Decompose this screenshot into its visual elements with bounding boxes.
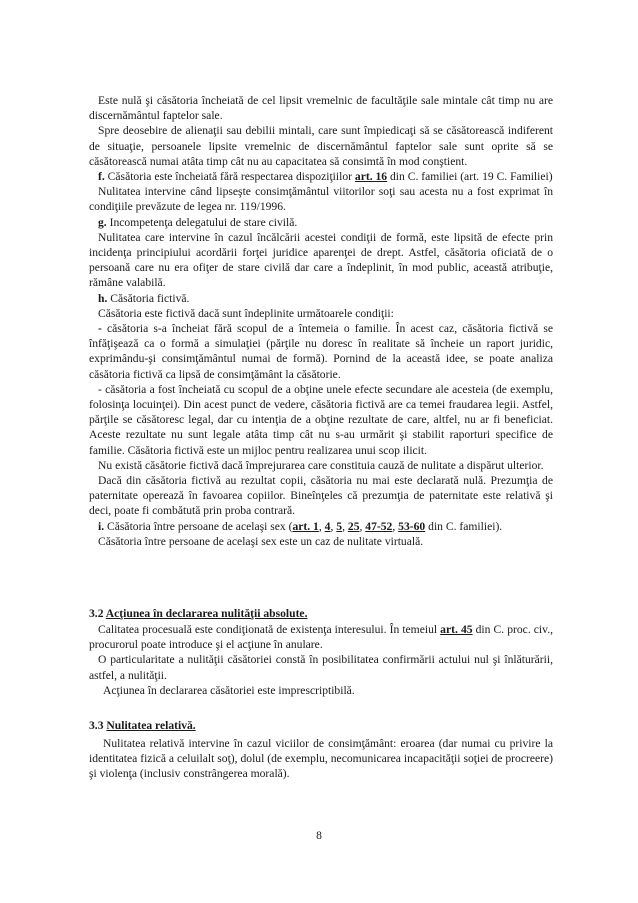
text: căsătoria s-a încheiat fără scopul de a întemeia o familie. În acest caz, căsătoria fictivă se înfăţişează ca o formă a simulaţiei (părţile nu doresc în realitate să încheie un raport juridic, exprimându-şi consimţământul numai de formă). Pornind de la această idee, se poate analiza căsătoria fictivă ca lipsă de consimţământ la căsătorie. bbox=[89, 322, 553, 381]
section-heading-3-3 bbox=[89, 718, 196, 733]
content-block-section-3-2 bbox=[89, 622, 553, 698]
paragraph: Spre deosebire de alienaţii sau debilii mintali, care sunt împiedicaţi să se căsătorească indiferent de situaţie, persoanele lipsite vremelnic de discernământul faptelor sale sunt oprite să se căsătorească numai atâta timp cât nu au capacitatea să consimtă în mod conştient. bbox=[89, 124, 553, 168]
separator: , bbox=[330, 519, 334, 533]
text: Calitatea procesuală este condiţionată de existenţa interesului. În temeiul bbox=[98, 623, 438, 636]
paragraph: Acţiunea în declararea căsătoriei este imprescriptibilă. bbox=[103, 683, 355, 697]
law-link-art53-60[interactable]: 53-60 bbox=[398, 519, 426, 533]
law-link-art1[interactable]: art. 1 bbox=[292, 519, 319, 533]
dash-marker: - bbox=[98, 322, 102, 336]
paragraph-i bbox=[89, 519, 553, 534]
paragraph-g bbox=[89, 215, 553, 230]
law-link-art5[interactable]: 5 bbox=[336, 519, 343, 533]
text: Căsătoria fictivă. bbox=[110, 291, 190, 305]
item-letter: h. bbox=[98, 291, 108, 305]
paragraph-h bbox=[89, 291, 553, 306]
page-number: 8 bbox=[316, 829, 322, 842]
content-block-section-3-3 bbox=[89, 736, 553, 782]
text: Căsătoria între persoane de acelaşi sex ( bbox=[107, 519, 293, 533]
law-link-art47-52[interactable]: 47-52 bbox=[365, 519, 393, 533]
separator: , bbox=[359, 519, 363, 533]
paragraph-dash bbox=[89, 321, 553, 382]
law-link-art16[interactable]: art. 16 bbox=[354, 170, 388, 184]
item-letter: f. bbox=[98, 170, 105, 184]
separator: , bbox=[342, 519, 345, 533]
section-heading-3-2 bbox=[89, 606, 307, 621]
paragraph: Nu există căsătorie fictivă dacă împrejurarea care constituia cauză de nulitate a dispărut ulterior. bbox=[98, 458, 544, 472]
text: din C. proc. civ., procurorul poate introduce şi el acţiune în anulare. bbox=[89, 623, 553, 652]
text: din C. familiei). bbox=[428, 519, 503, 533]
paragraph-f bbox=[89, 169, 553, 184]
separator: , bbox=[318, 519, 322, 533]
item-letter: g. bbox=[98, 215, 107, 229]
text: din C. familiei (art. 19 C. Familiei) bbox=[390, 170, 553, 184]
paragraph bbox=[89, 622, 553, 652]
section-number: 3.2 bbox=[89, 607, 104, 620]
item-letter: i. bbox=[98, 519, 105, 533]
paragraph: Este nulă şi căsătoria încheiată de cel lipsit vremelnic de facultăţile sale mintale cât timp nu are discernământul faptelor sale. bbox=[89, 94, 553, 123]
section-number: 3.3 bbox=[89, 719, 104, 732]
paragraph: O particularitate a nulităţii căsătoriei constă în posibilitatea confirmării actului nul şi înlăturării, astfel, a nulităţii. bbox=[89, 653, 553, 682]
law-link-art4[interactable]: 4 bbox=[324, 519, 331, 533]
paragraph: Căsătoria este fictivă dacă sunt îndeplinite următoarele condiţii: bbox=[98, 306, 394, 320]
law-link-art25[interactable]: 25 bbox=[347, 519, 360, 533]
content-block-nulitati bbox=[89, 93, 553, 549]
paragraph: Nulitatea relativă intervine în cazul viciilor de consimţământ: eroarea (dar numai cu privire la identitatea fizică a celuilalt soţ), dolul (de exemplu, necomunicarea incapacităţii soţiei de procreere) şi violenţa (inclusiv constrângerea morală). bbox=[89, 737, 553, 781]
section-title: Nulitatea relativă. bbox=[106, 719, 196, 732]
section-title: Acţiunea în declararea nulităţii absolute. bbox=[105, 607, 308, 620]
paragraph: Căsătoria între persoane de acelaşi sex este un caz de nulitate virtuală. bbox=[98, 534, 424, 548]
text: Incompetenţa delegatului de stare civilă. bbox=[109, 215, 298, 229]
text: Căsătoria este încheiată fără respectarea dispoziţiilor bbox=[107, 170, 352, 184]
law-link-art45[interactable]: art. 45 bbox=[440, 623, 473, 636]
paragraph: Dacă din căsătoria fictivă au rezultat copii, căsătoria nu mai este declarată nulă. Prezumţia de paternitate operează în favoarea copiilor. Bineînţeles că prezumţia de paternitate este relativă şi deci, poate fi combătută prin proba contrară. bbox=[89, 474, 553, 518]
paragraph: Nulitatea care intervine în cazul încălcării acestei condiţii de formă, este lipsită de efecte prin incidenţa principiului acordării forţei juridice aparenţei de drept. Astfel, căsătoria oficiată de o persoană care nu era ofiţer de stare civilă dar care a îndeplinit, în mod public, această atribuţie, rămâne valabilă. bbox=[89, 230, 553, 290]
paragraph: Nulitatea intervine când lipseşte consimţământul viitorilor soţi sau acesta nu a fost exprimat în condiţiile prevăzute de legea nr. 119/1996. bbox=[89, 185, 553, 214]
separator: , bbox=[392, 519, 396, 533]
paragraph: - căsătoria a fost încheiată cu scopul de a obţine unele efecte secundare ale acesteia (de exemplu, folosinţa locuinţei). Din acest punct de vedere, căsătoria fictivă are ca temei fraudarea legii. Astfel, părţile se căsătoresc legal, dar cu intenţia de a obţine rezultate de care, altfel, nu ar fi beneficiat. Aceste rezultate nu sunt legale atâta timp cât nu s-au urmărit şi stabilit raporturi specifice de familie. Căsătoria fictivă este un mijloc pentru realizarea unui scop ilicit. bbox=[89, 382, 553, 457]
